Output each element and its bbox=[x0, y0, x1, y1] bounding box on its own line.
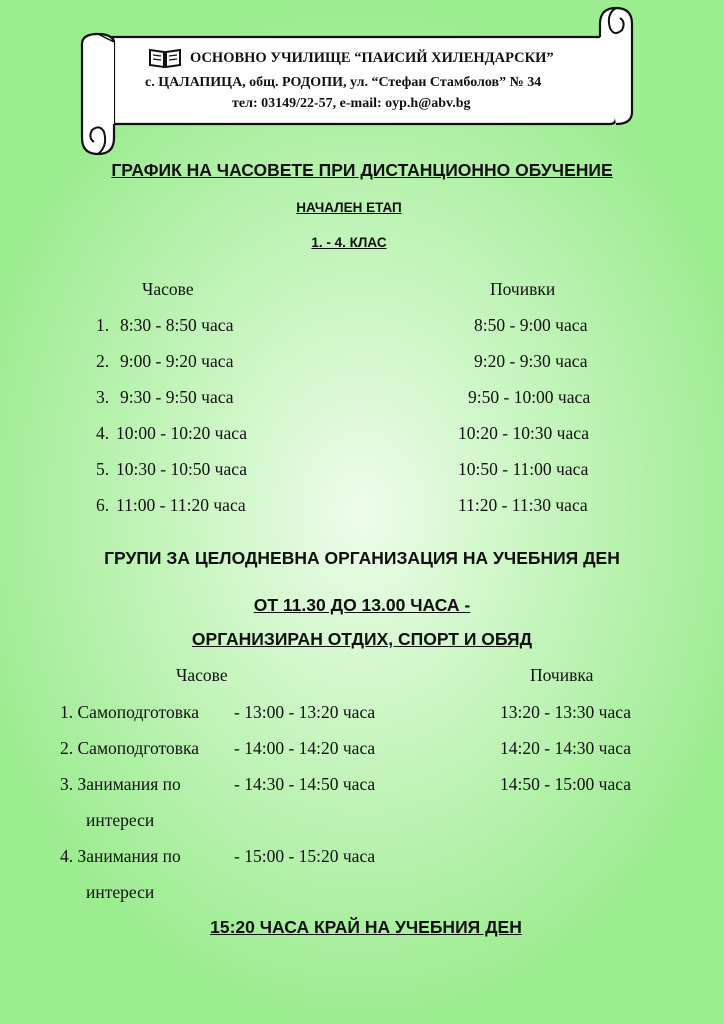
col-hours-header: Часове bbox=[142, 279, 194, 299]
schedule-row-break: 9:50 - 10:00 часа bbox=[468, 387, 591, 407]
group-row-break: 13:20 - 13:30 часа bbox=[500, 702, 631, 722]
school-address: с. ЦАЛАПИЦА, общ. РОДОПИ, ул. “Стефан Стамболов” № 34 bbox=[145, 75, 542, 90]
group-row-time: - 13:00 - 13:20 часа bbox=[234, 702, 376, 722]
group-row-time: - 15:00 - 15:20 часа bbox=[234, 846, 376, 866]
schedule-row-num: 6. bbox=[96, 495, 110, 515]
schedule-row-time: 10:00 - 10:20 часа bbox=[116, 423, 247, 443]
schedule-row-time: 9:00 - 9:20 часа bbox=[120, 351, 234, 371]
schedule-row-num: 1. bbox=[96, 315, 110, 335]
schedule-row-break: 8:50 - 9:00 часа bbox=[474, 315, 588, 335]
groups-line-2: ОРГАНИЗИРАН ОТДИХ, СПОРТ И ОБЯД bbox=[191, 629, 533, 649]
schedule-row-num: 4. bbox=[96, 423, 110, 443]
school-name: ОСНОВНО УЧИЛИЩЕ “ПАИСИЙ ХИЛЕНДАРСКИ” bbox=[190, 50, 554, 66]
schedule-row-break: 10:50 - 11:00 часа bbox=[458, 459, 589, 479]
schedule-row-num: 5. bbox=[96, 459, 110, 479]
groups-heading: ГРУПИ ЗА ЦЕЛОДНЕВНА ОРГАНИЗАЦИЯ НА УЧЕБНИЯ ДЕН bbox=[104, 548, 620, 568]
group-row-break: 14:50 - 15:00 часа bbox=[500, 774, 631, 794]
group-row-time: - 14:30 - 14:50 часа bbox=[234, 774, 376, 794]
page-title: ГРАФИК НА ЧАСОВЕТЕ ПРИ ДИСТАНЦИОННО ОБУЧЕНИЕ bbox=[111, 160, 613, 180]
group-row-label-cont: интереси bbox=[86, 882, 155, 902]
schedule-row-break: 9:20 - 9:30 часа bbox=[474, 351, 588, 371]
group-row-label: 3. Занимания по bbox=[60, 774, 181, 794]
schedule-row-num: 2. bbox=[96, 351, 110, 371]
schedule-row-time: 10:30 - 10:50 часа bbox=[116, 459, 247, 479]
schedule-row-time: 8:30 - 8:50 часа bbox=[120, 315, 234, 335]
schedule-row-num: 3. bbox=[96, 387, 110, 407]
schedule-row-time: 11:00 - 11:20 часа bbox=[116, 495, 246, 515]
open-book-icon bbox=[148, 47, 182, 69]
group-row-label-cont: интереси bbox=[86, 810, 155, 830]
group-row-label: 4. Занимания по bbox=[60, 846, 181, 866]
groups-col-hours-header: Часове bbox=[176, 665, 228, 685]
schedule-row-time: 9:30 - 9:50 часа bbox=[120, 387, 234, 407]
group-row-time: - 14:00 - 14:20 часа bbox=[234, 738, 376, 758]
grades-label: 1. - 4. КЛАС bbox=[311, 235, 387, 250]
schedule-row-break: 11:20 - 11:30 часа bbox=[458, 495, 588, 515]
groups-line-1: ОТ 11.30 ДО 13.00 ЧАСА - bbox=[253, 595, 471, 615]
school-contacts: тел: 03149/22-57, e-mail: oyp.h@abv.bg bbox=[232, 96, 471, 111]
group-row-label: 1. Самоподготовка bbox=[60, 702, 199, 722]
stage-label: НАЧАЛЕН ЕТАП bbox=[296, 200, 402, 215]
schedule-row-break: 10:20 - 10:30 часа bbox=[458, 423, 589, 443]
col-breaks-header: Почивки bbox=[490, 279, 556, 299]
groups-col-break-header: Почивка bbox=[530, 665, 594, 685]
group-row-break: 14:20 - 14:30 часа bbox=[500, 738, 631, 758]
group-row-label: 2. Самоподготовка bbox=[60, 738, 199, 758]
end-of-day-footer: 15:20 ЧАСА КРАЙ НА УЧЕБНИЯ ДЕН bbox=[210, 917, 522, 937]
